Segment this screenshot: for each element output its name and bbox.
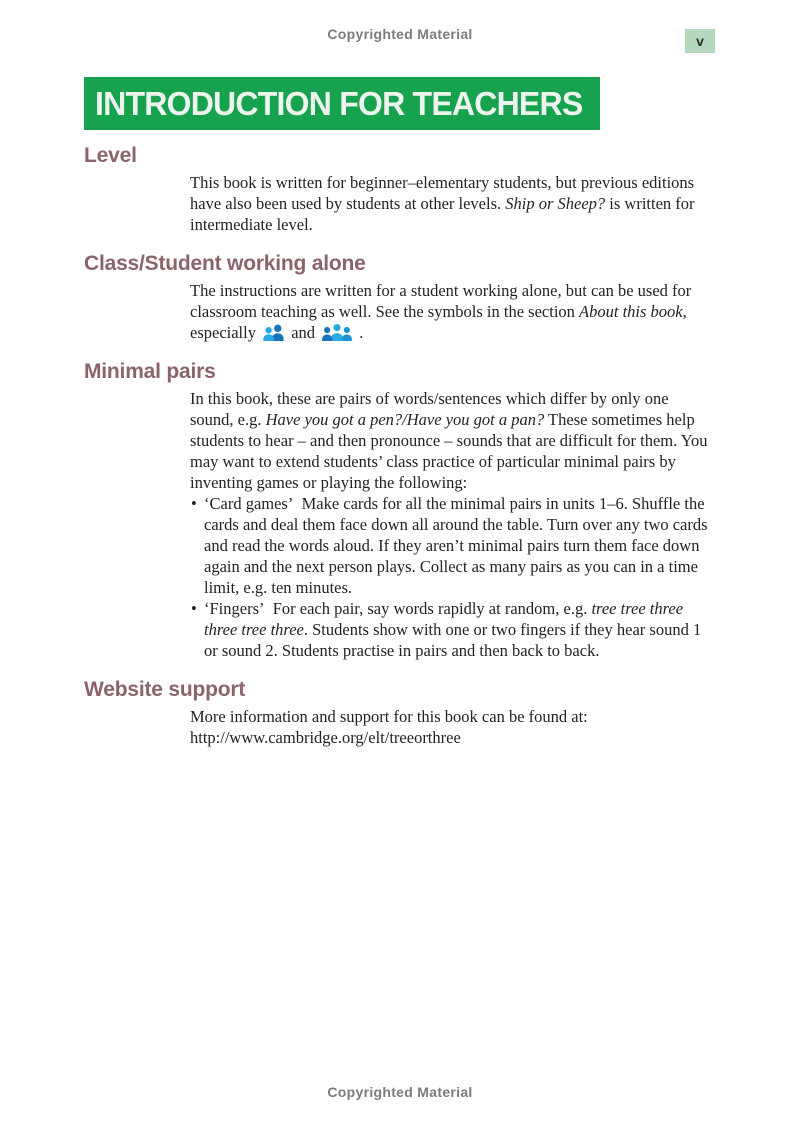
section-heading-website-support: Website support [84,678,246,701]
chapter-title-banner [84,77,600,130]
copyright-header: Copyrighted Material [327,26,473,42]
section-minimal-pairs [84,359,716,661]
section-body-level: This book is written for beginner–elementary students, but previous editions have also been used by students at other levels. Ship or Sheep? is written for intermediate level. [190,173,695,234]
section-heading-level: Level [84,144,137,167]
group-icon [320,324,354,341]
section-level [84,143,716,235]
section-heading-minimal-pairs: Minimal pairs [84,360,216,383]
section-body-class-student: The instructions are written for a student working alone, but can be used for classroom teaching as well. See the symbols in the section About this book, especially and . [190,281,692,342]
page-number-badge: v [685,29,715,53]
section-heading-class-student: Class/Student working alone [84,252,366,275]
copyright-footer: Copyrighted Material [327,1084,473,1100]
page-content [84,143,716,764]
section-body-website-support: More information and support for this book can be found at: http://www.cambridge.org/elt/treeorthree [190,707,588,747]
bullet-card-games: • ‘Card games’ Make cards for all the minimal pairs in units 1–6. Shuffle the cards and deal them face down all around the table. Turn over any two cards and read the words aloud. If they aren’t minimal pairs turn them face down again and the next person plays. Collect as many pairs as you can in a time limit, e.g. ten minutes. [190,493,714,598]
section-class-student [84,251,716,343]
section-website-support [84,677,716,748]
chapter-title: INTRODUCTION FOR TEACHERS [95,84,583,122]
section-body-minimal-pairs: In this book, these are pairs of words/sentences which differ by only one sound, e.g. Have you got a pen?/Have you got a pan? These sometimes help students to hear – and then pronounce – sounds that are difficult for them. You may want to extend students’ class practice of particular minimal pairs by inventing games or playing the following: [190,389,708,492]
bullet-fingers: • ‘Fingers’ For each pair, say words rapidly at random, e.g. tree tree three three tree three. Students show with one or two fingers if they hear sound 1 or sound 2. Students practise in pairs and then back to back. [190,598,714,661]
minimal-pairs-bullet-list [190,493,714,661]
pair-icon [261,324,286,341]
